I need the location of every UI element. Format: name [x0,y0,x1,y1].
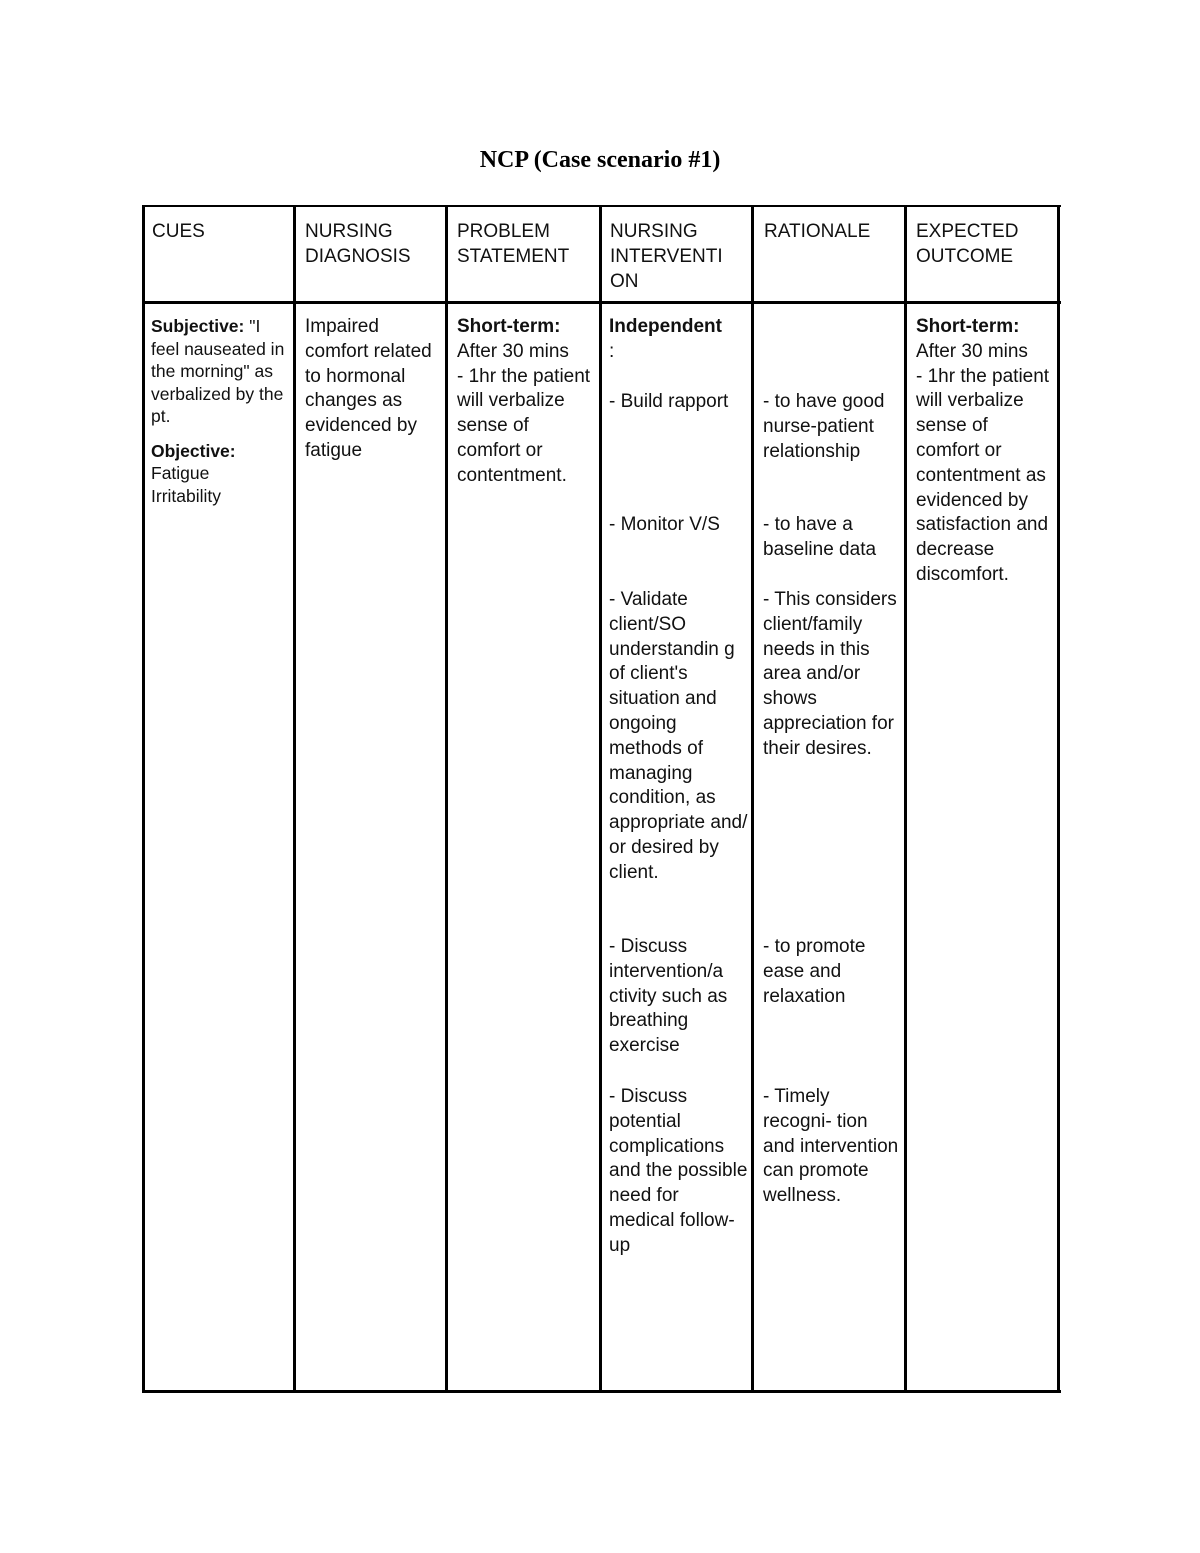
short-term-label-text: Short-term: [916,316,1020,337]
subjective-label: Subjective: [151,316,245,336]
header-line: NURSING [610,221,698,242]
cues-cell [151,315,287,507]
problem-statement-cell [457,315,595,489]
intervention-heading [609,315,747,365]
header-line: ON [610,271,639,292]
problem-statement-text: - 1hr the patient will verbalize sense of comfort or contentment. [457,365,591,486]
header-line: INTERVENTI [610,246,723,267]
header-line: NURSING [305,221,393,242]
rationale-item: - to have good nurse-patient relationship [763,391,885,462]
intervention-item: - Monitor V/S [609,514,720,535]
header-rationale [764,219,870,244]
header-line: STATEMENT [457,246,570,267]
objective-label [151,440,287,463]
subjective-cue [151,315,287,428]
timeframe-line: After 30 mins [457,340,569,362]
page-title: NCP (Case scenario #1) [479,147,721,173]
rationale-item: - to promote ease and relaxation [763,936,866,1007]
header-line: DIAGNOSIS [305,246,411,267]
intervention-item: - Discuss potential complications and the possible need for medical follow-up [609,1086,748,1256]
objective-item: Irritability [151,485,222,506]
rationale-item: - This considers client/family needs in this area and/or shows appreciation for their desires. [763,589,897,759]
header-cues-label: CUES [152,221,205,242]
diagnosis-cell [305,315,441,464]
header-expected-outcome [916,219,1018,269]
independent-colon: : [609,340,615,362]
header-problem-statement [457,219,569,269]
short-term-label [916,315,1056,340]
header-divider [142,301,1061,304]
column-divider [904,205,907,1393]
header-line: OUTCOME [916,246,1014,267]
header-line: EXPECTED [916,221,1019,242]
intervention-item: - Validate client/SO understandin g of client's situation and ongoing methods of managing condition, as appropriate and/ or desired by client. [609,589,748,883]
column-divider [445,205,448,1393]
objective-item: Fatigue [151,463,210,483]
column-divider [599,205,602,1393]
rationale-item: - to have a baseline data [763,514,877,560]
timeframe-line: After 30 mins [916,340,1028,362]
column-divider [293,205,296,1393]
independent-label-text: Independent [609,316,722,337]
expected-outcome-cell [916,315,1056,588]
header-nursing-diagnosis [305,219,411,269]
intervention-item: - Discuss intervention/a ctivity such as breathing exercise [609,936,728,1057]
short-term-label [457,315,595,340]
column-divider [1057,205,1060,1393]
spacer [151,428,287,440]
objective-label-text: Objective: [151,440,236,461]
short-term-label-text: Short-term: [457,316,561,337]
header-nursing-intervention [610,219,723,294]
subjective-text: "I feel nauseated in the morning" as verbalized by the pt. [151,316,285,426]
header-cues [152,219,205,244]
independent-label [609,315,747,340]
header-line: PROBLEM [457,221,550,242]
header-rationale-label: RATIONALE [764,221,871,242]
intervention-item: - Build rapport [609,391,729,412]
rationale-item: - Timely recogni- tion and intervention can promote wellness. [763,1086,899,1207]
expected-outcome-text: - 1hr the patient will verbalize sense of comfort or contentment as evidenced by satisfaction and decrease discomfort. [916,365,1050,585]
column-divider [751,205,754,1393]
diagnosis-text: Impaired comfort related to hormonal changes as evidenced by fatigue [305,316,432,461]
